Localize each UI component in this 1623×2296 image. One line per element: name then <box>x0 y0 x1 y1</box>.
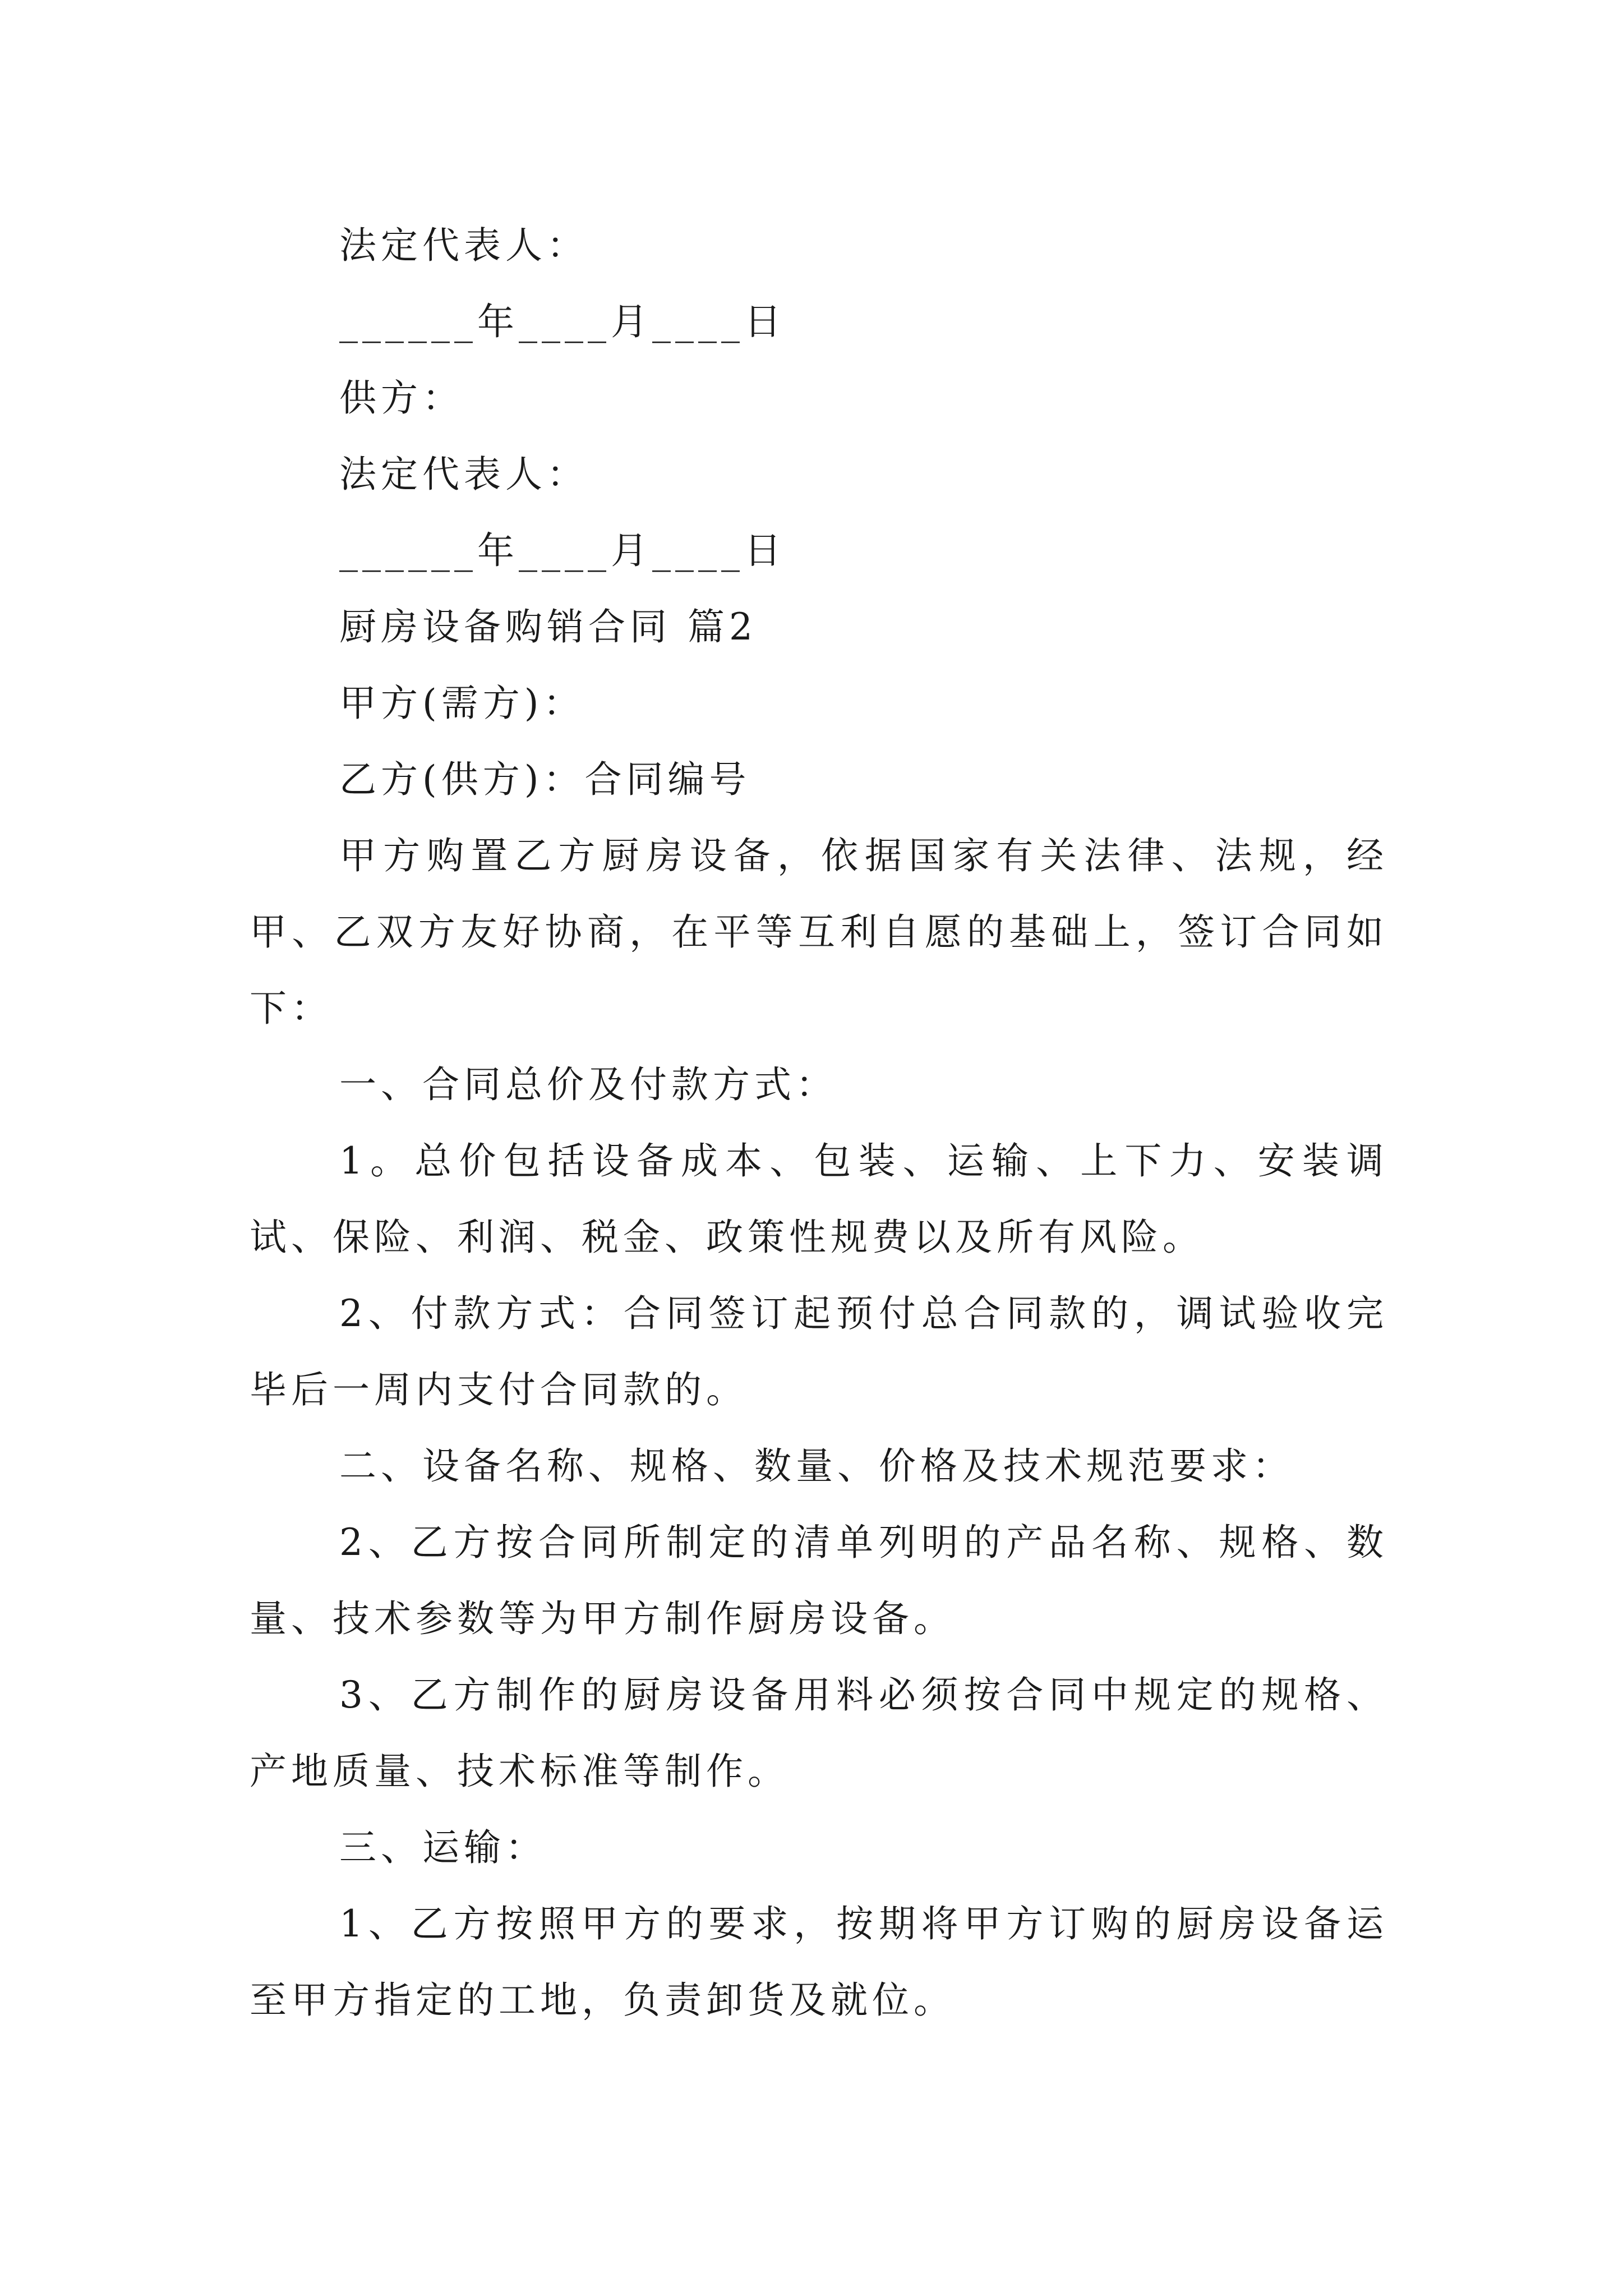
document-body <box>250 208 1388 2039</box>
clause-paragraph: 2、付款方式：合同签订起预付总合同款的，调试验收完毕后一周内支付合同款的。 <box>250 1292 1388 1411</box>
party-a-label: 甲方(需方)： <box>339 682 585 725</box>
contract-title: 厨房设备购销合同 篇2 <box>339 605 757 648</box>
date-line: ______年____月____日 <box>339 529 786 572</box>
legal-representative-label: 法定代表人： <box>339 453 588 496</box>
clause-paragraph: 1。总价包括设备成本、包装、运输、上下力、安装调试、保险、利润、税金、政策性规费以及所有风险。 <box>250 1139 1388 1259</box>
intro-paragraph: 甲方购置乙方厨房设备，依据国家有关法律、法规，经甲、乙双方友好协商，在平等互利自愿的基础上，签订合同如下： <box>250 834 1388 1030</box>
clause-paragraph: 1、乙方按照甲方的要求，按期将甲方订购的厨房设备运至甲方指定的工地，负责卸货及就位。 <box>250 1902 1388 2022</box>
date-line: ______年____月____日 <box>339 300 786 343</box>
supplier-label: 供方： <box>339 376 464 420</box>
section-heading: 一、合同总价及付款方式： <box>339 1063 837 1106</box>
clause-paragraph: 2、乙方按合同所制定的清单列明的产品名称、规格、数量、技术参数等为甲方制作厨房设备。 <box>250 1521 1388 1640</box>
section-heading: 三、运输： <box>339 1826 547 1869</box>
legal-representative-label: 法定代表人： <box>339 224 588 267</box>
clause-paragraph: 3、乙方制作的厨房设备用料必须按合同中规定的规格、产地质量、技术标准等制作。 <box>250 1673 1388 1793</box>
party-b-label: 乙方(供方)：合同编号 <box>339 758 751 801</box>
section-heading: 二、设备名称、规格、数量、价格及技术规范要求： <box>339 1444 1294 1488</box>
